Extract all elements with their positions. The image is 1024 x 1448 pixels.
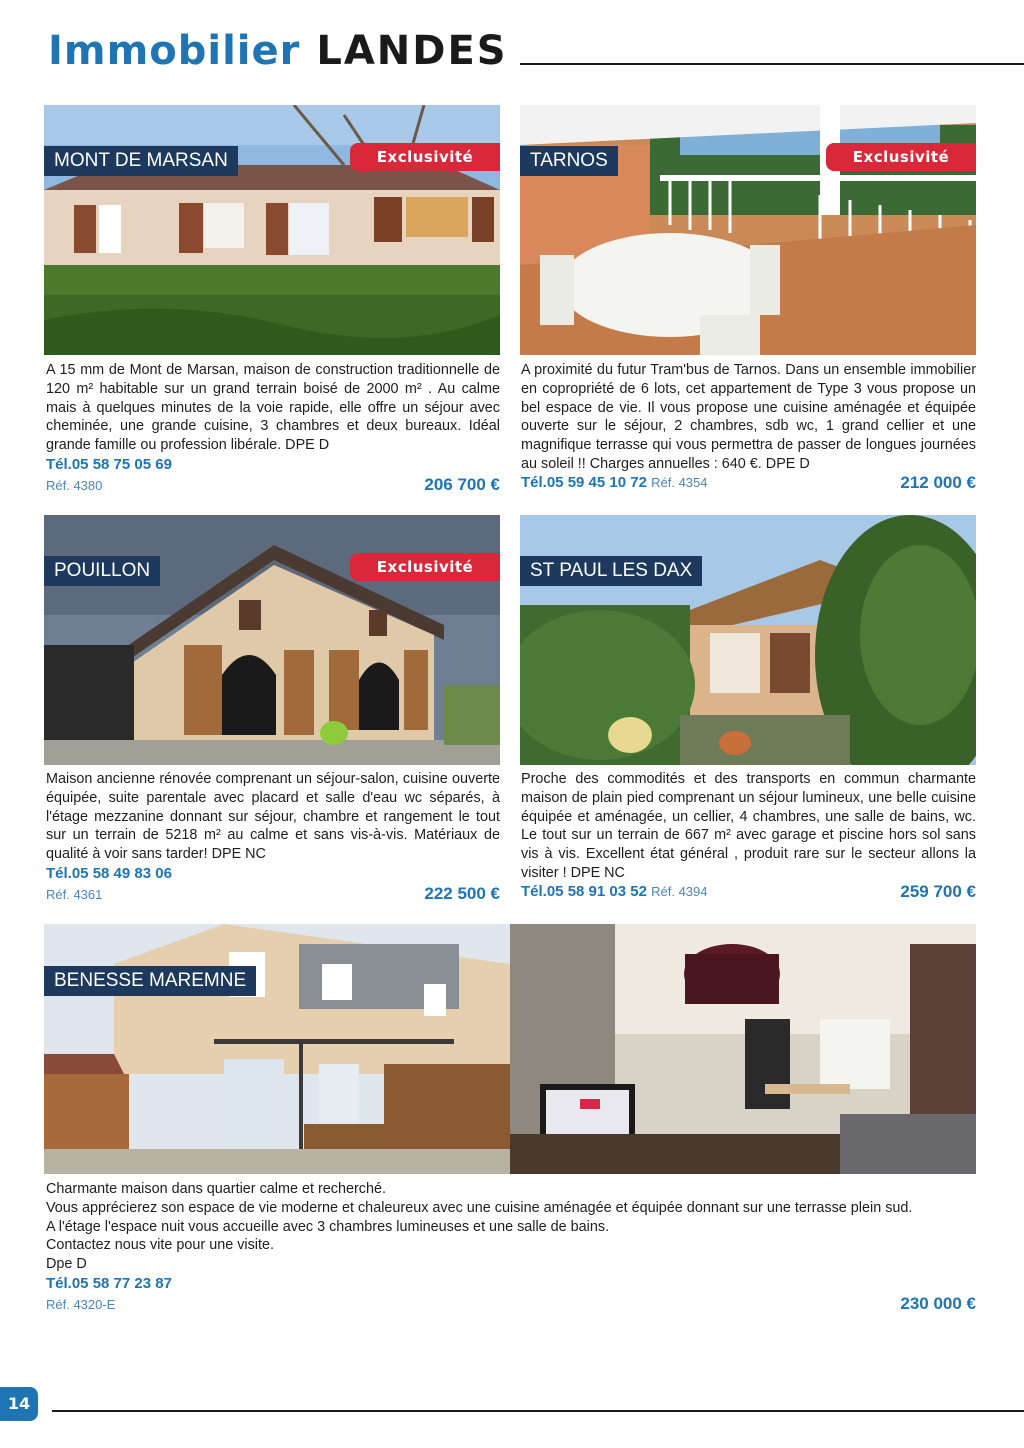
listing-phone (521, 474, 707, 491)
page-number-badge: 14 (0, 1387, 38, 1421)
header-rule (520, 63, 1024, 65)
city-label-mont-de-marsan: MONT DE MARSAN (44, 146, 238, 176)
listing-phone: Tél.05 58 75 05 69 (46, 456, 172, 473)
city-label-pouillon: POUILLON (44, 556, 160, 586)
listing-phone (521, 883, 707, 900)
description-line: Contactez nous vite pour une visite. (46, 1237, 274, 1254)
header-title-landes: LANDES (316, 28, 508, 74)
listing-description: Proche des commodités et des transports en commun charmante maison de plain pied comprenant un séjour lumineux, une belle cuisine équipée et aménagée, un cellier, 4 chambres, une salle de bains, wc. Le tout sur un terrain de 667 m² avec garage et piscine hors sol sans vis à vis. Excellent état général , produit rare sur le secteur allons la visiter ! DPE NC (521, 771, 976, 881)
city-label-tarnos: TARNOS (520, 146, 618, 176)
listing-price: 206 700 € (424, 475, 500, 494)
listing-description: A proximité du futur Tram'bus de Tarnos. Dans un ensemble immobilier en copropriété de 6 lots, cet appartement de Type 3 vous propose un bel espace de vie. Il vous propose une cuisine aménagée et équipée ouverte sur le séjour, 2 chambres, sdb wc, 1 grand cellier et une magnifique terrasse qui vous permettra de passer de longues journées au soleil !! Charges annuelles : 640 €. DPE D (521, 362, 976, 472)
description-line: Dpe D (46, 1256, 87, 1273)
listing-phone-number: Tél.05 59 45 10 72 (521, 474, 647, 491)
listing-ref: Réf. 4320-E (46, 1297, 116, 1312)
listing-ref: Réf. 4394 (651, 884, 708, 899)
description-line: Vous apprécierez son espace de vie moderne et chaleureux avec une cuisine aménagée et équipée donnant sur une terrasse plein sud. (46, 1199, 913, 1216)
listing-ref: Réf. 4380 (46, 478, 103, 493)
description-line: A l'étage l'espace nuit vous accueille avec 3 chambres lumineuses et une salle de bains. (46, 1218, 610, 1235)
listing-photo-st-paul-les-dax (520, 515, 976, 765)
header-title-immobilier: Immobilier (48, 28, 301, 74)
description-line: Charmante maison dans quartier calme et recherché. (46, 1181, 386, 1197)
exclusive-badge-pouillon: Exclusivité (350, 553, 500, 581)
listing-photo-benesse-interior (510, 924, 976, 1174)
city-label-st-paul-les-dax: ST PAUL LES DAX (520, 556, 702, 586)
footer-rule (52, 1410, 1024, 1412)
listing-description: A 15 mm de Mont de Marsan, maison de construction traditionnelle de 120 m² habitable sur un grand terrain boisé de 2000 m² . Au calme mais à quelques minutes de la voie rapide, elle offre un séjour avec cheminée, une grande cuisine, 3 chambres et deux bureaux. Idéal grande famille ou profession libérale. DPE D (46, 362, 500, 454)
listing-description: Maison ancienne rénovée comprenant un séjour-salon, cuisine ouverte équipée, suite parentale avec placard et salle d'eau wc séparés, à l'étage mezzanine donnant sur séjour, chambre et rangement le tout sur un terrain de 5218 m² au calme et sans vis-à-vis. Matériaux de qualité à voir sans tarder! DPE NC (46, 771, 500, 863)
exclusive-badge-tarnos: Exclusivité (826, 143, 976, 171)
page-header (48, 26, 508, 76)
listing-price: 222 500 € (424, 884, 500, 903)
listing-price: 212 000 € (900, 473, 976, 492)
listing-phone: Tél.05 58 49 83 06 (46, 865, 172, 882)
listing-price: 259 700 € (900, 882, 976, 901)
listing-description (46, 1180, 976, 1274)
exclusive-badge-mont-de-marsan: Exclusivité (350, 143, 500, 171)
city-label-benesse-maremne: BENESSE MAREMNE (44, 966, 256, 996)
listing-ref: Réf. 4361 (46, 887, 103, 902)
listing-phone: Tél.05 58 77 23 87 (46, 1275, 172, 1292)
listing-phone-number: Tél.05 58 91 03 52 (521, 883, 647, 900)
listing-price: 230 000 € (900, 1294, 976, 1313)
listing-photo-benesse-exterior (44, 924, 510, 1174)
listing-ref: Réf. 4354 (651, 475, 708, 490)
